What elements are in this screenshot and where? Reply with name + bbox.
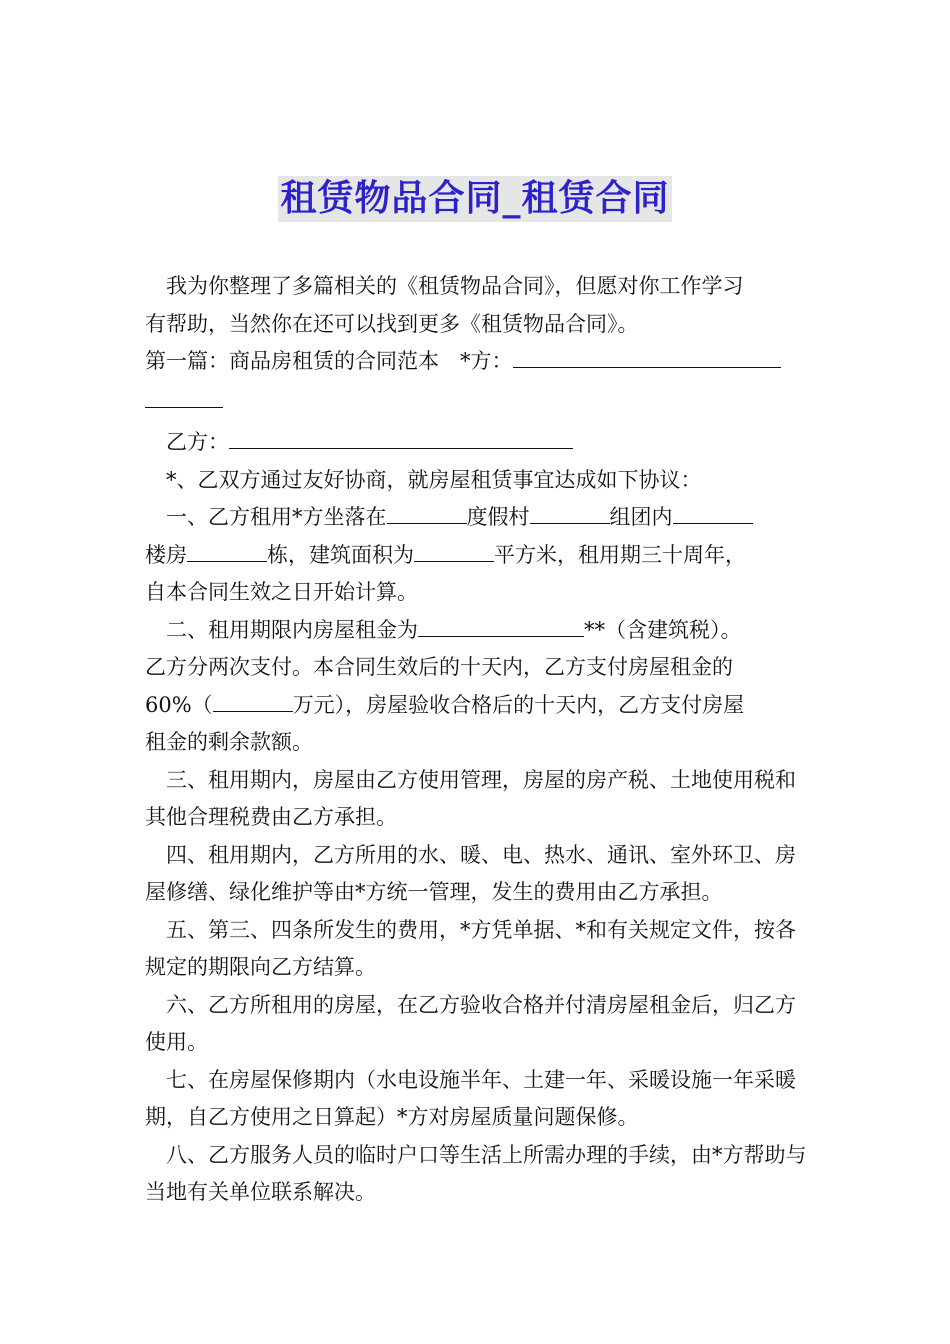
clause-1-text-c: 组团内 <box>609 505 673 529</box>
clause-2-line-4: 租金的剩余款额。 <box>145 730 313 754</box>
party-a-blank-continued <box>145 387 223 408</box>
location-blank <box>387 503 467 524</box>
clause-7: 七、在房屋保修期内（水电设施半年、土建一年、采暖设施一年采暖期，自乙方使用之日算起）*方对房屋质量问题保修。 <box>145 1067 796 1129</box>
party-b-label: 乙方： <box>166 430 229 454</box>
party-b-blank <box>229 428 573 449</box>
clause-2-text-d: 60%（ <box>145 692 213 717</box>
clause-8: 八、乙方服务人员的临时户口等生活上所需办理的手续，由*方帮助与当地有关单位联系解决。 <box>145 1142 807 1204</box>
document-title: 租赁物品合同_租赁合同 <box>278 176 671 222</box>
intro-line-1: 我为你整理了多篇相关的《租赁物品合同》，但愿对你工作学习 <box>166 274 744 298</box>
clause-1-text-d: 楼房 <box>145 542 187 567</box>
clause-5: 五、第三、四条所发生的费用，*方凭单据、*和有关规定文件，按各规定的期限向乙方结算。 <box>145 917 796 979</box>
clause-2-line-2: 乙方分两次支付。本合同生效后的十天内，乙方支付房屋租金的 <box>145 655 733 679</box>
clause-1-line-2 <box>145 537 813 575</box>
clause-2-text-e: 万元），房屋验收合格后的十天内，乙方支付房屋 <box>292 692 745 717</box>
amount-blank <box>213 691 293 712</box>
part1-heading: 第一篇：商品房租赁的合同范本 *方： <box>145 349 513 373</box>
party-a-blank-continued-line <box>145 383 813 421</box>
intro-line-2: 有帮助，当然你在还可以找到更多《租赁物品合同》。 <box>145 311 639 336</box>
group-blank <box>673 503 753 524</box>
clause-1-text-e: 栋，建筑面积为 <box>267 542 414 567</box>
clause-2-text-a: 二、租用期限内房屋租金为 <box>166 617 418 642</box>
agreement-statement: *、乙双方通过友好协商，就房屋租赁事宜达成如下协议： <box>166 467 702 492</box>
clause-4: 四、租用期内，乙方所用的水、暖、电、热水、通讯、室外环卫、房屋修缮、绿化维护等由*方统一管理，发生的费用由乙方承担。 <box>145 842 796 904</box>
clause-1-text-a: 一、乙方租用*方坐落在 <box>166 505 387 529</box>
building-blank <box>187 541 267 562</box>
party-a-blank <box>513 347 781 368</box>
area-blank <box>414 541 494 562</box>
clause-1-text-f: 平方米，租用期三十周年， <box>494 542 746 567</box>
clause-1-text-b: 度假村 <box>466 505 530 529</box>
document-body <box>145 268 813 1212</box>
clause-6: 六、乙方所租用的房屋，在乙方验收合格并付清房屋租金后，归乙方使用。 <box>145 992 796 1054</box>
rent-blank <box>418 616 584 637</box>
clause-3: 三、租用期内，房屋由乙方使用管理，房屋的房产税、土地使用税和其他合理税费由乙方承担。 <box>145 767 796 829</box>
clause-1-line-1 <box>145 499 813 537</box>
party-b-line <box>145 424 813 462</box>
title-container <box>0 176 950 222</box>
clause-2-line-3 <box>145 687 813 725</box>
resort-blank <box>530 503 610 524</box>
clause-1-line-3: 自本合同生效之日开始计算。 <box>145 580 418 604</box>
clause-2-text-b: **（含建筑税）。 <box>584 617 742 642</box>
clause-2-line-1 <box>145 612 813 650</box>
part1-heading-line <box>145 343 813 381</box>
